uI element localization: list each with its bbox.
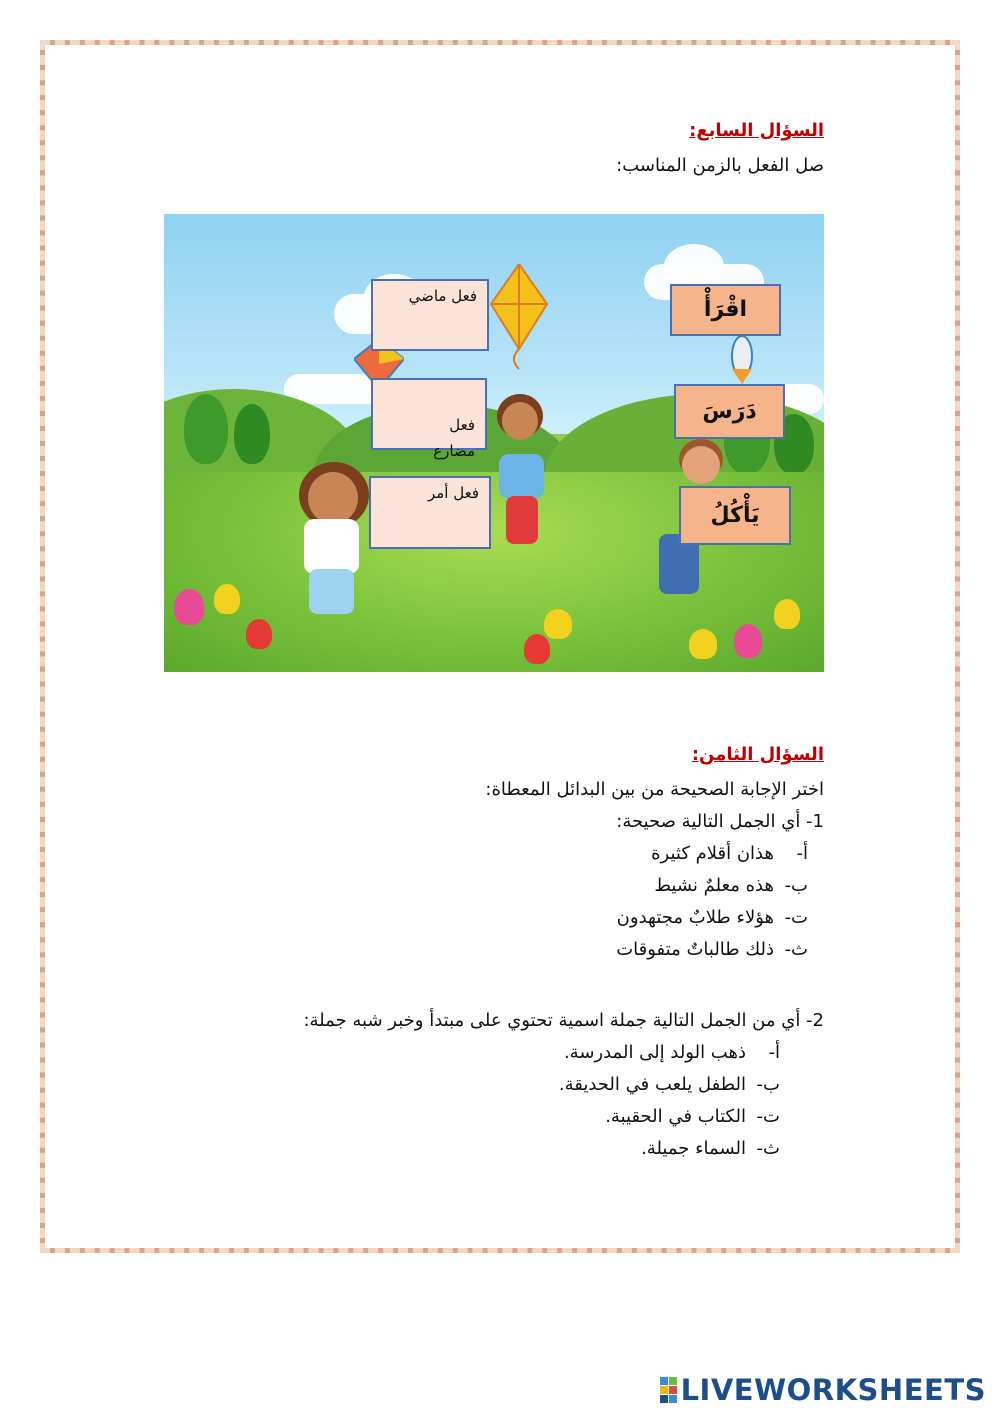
logo-text: LIVEWORKSHEETS (680, 1373, 986, 1407)
tense-card-imperative[interactable] (369, 476, 491, 549)
option-text: هؤلاء طلابٌ مجتهدون (616, 907, 774, 928)
option-text: الكتاب في الحقيبة. (605, 1106, 746, 1127)
option-letter: أ- (768, 1042, 780, 1063)
verb-card-iqra-label: اقْرَأْ (703, 297, 748, 322)
option-letter: ث- (756, 1138, 780, 1159)
option-letter: ث- (784, 939, 808, 960)
q8-q2-option-a[interactable] (559, 1037, 780, 1069)
q8-q2-option-b[interactable] (559, 1069, 780, 1101)
option-letter: ب- (784, 875, 808, 896)
verb-card-darasa[interactable] (674, 384, 785, 439)
verb-card-yakulu-label: يَأْكُلُ (710, 503, 760, 528)
q8-q1-option-d[interactable] (616, 934, 808, 966)
q8-q1-option-a[interactable] (616, 838, 808, 870)
q8-q2-options (559, 1037, 780, 1165)
q8-q1-option-b[interactable] (616, 870, 808, 902)
tense-card-present-label: فعل مضارع (433, 416, 475, 460)
option-text: هذان أقلام كثيرة (651, 843, 774, 864)
option-letter: أ- (796, 843, 808, 864)
q8-question-2: 2- أي من الجمل التالية جملة اسمية تحتوي على مبتدأ وخبر شبه جملة: (303, 1010, 824, 1031)
tense-card-present[interactable] (371, 378, 487, 460)
tense-card-past[interactable] (371, 279, 489, 351)
tense-card-imperative-label: فعل أمر (427, 484, 479, 502)
playground-illustration (164, 214, 824, 672)
option-text: هذه معلمٌ نشيط (654, 875, 774, 896)
option-text: ذهب الولد إلى المدرسة. (563, 1042, 746, 1063)
option-letter: ب- (756, 1074, 780, 1095)
q8-q1-option-c[interactable] (616, 902, 808, 934)
option-letter: ت- (756, 1106, 780, 1127)
tense-card-past-label: فعل ماضي (408, 287, 477, 305)
liveworksheets-logo (660, 1373, 986, 1407)
q7-title: السؤال السابع: (689, 120, 824, 141)
logo-mark-icon (660, 1377, 677, 1403)
verb-card-darasa-label: دَرَسَ (702, 399, 757, 424)
q8-q2-option-c[interactable] (559, 1101, 780, 1133)
q8-question-1: 1- أي الجمل التالية صحيحة: (616, 811, 824, 832)
q8-q2-option-d[interactable] (559, 1133, 780, 1165)
option-text: الطفل يلعب في الحديقة. (558, 1074, 746, 1095)
option-text: السماء جميلة. (641, 1138, 746, 1159)
q7-instruction: صل الفعل بالزمن المناسب: (616, 155, 824, 176)
verb-card-yakulu[interactable] (679, 486, 791, 545)
option-letter: ت- (784, 907, 808, 928)
q8-instruction: اختر الإجابة الصحيحة من بين البدائل المعطاة: (485, 779, 824, 800)
q8-q1-options (616, 838, 808, 966)
q8-title: السؤال الثامن: (691, 744, 824, 765)
option-text: ذلك طالباتٌ متفوقات (616, 939, 774, 960)
verb-card-iqra[interactable] (670, 284, 781, 336)
